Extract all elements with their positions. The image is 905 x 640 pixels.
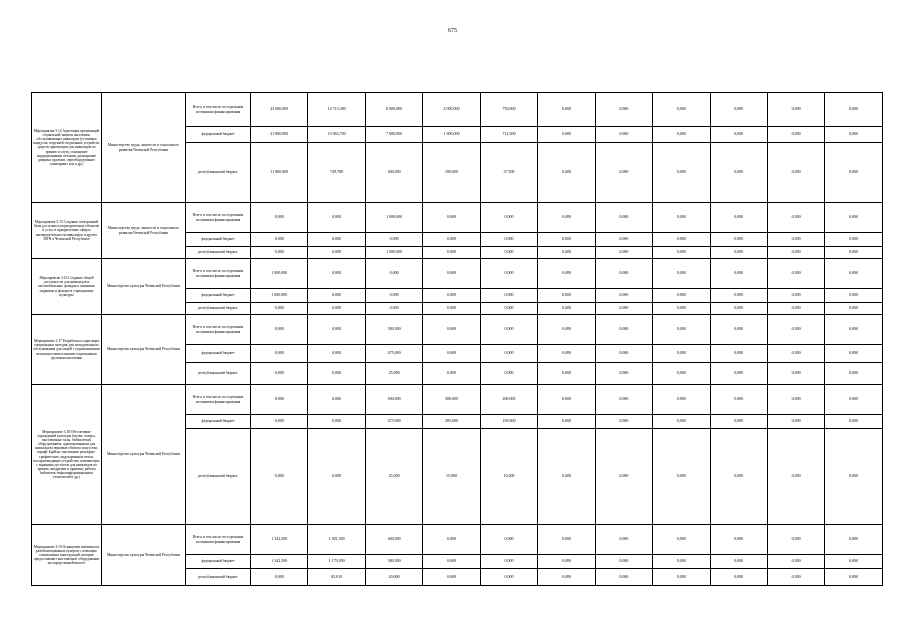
amount-cell: 0,000: [423, 259, 480, 289]
funding-source-cell: республиканский бюджет: [186, 569, 251, 586]
amount-cell: 0,000: [480, 247, 537, 259]
amount-cell: 0,000: [710, 315, 767, 345]
amount-cell: 0,000: [767, 569, 824, 586]
amount-cell: 0,000: [653, 127, 710, 143]
amount-cell: 0,000: [710, 345, 767, 363]
amount-cell: 0,000: [710, 203, 767, 233]
amount-cell: 0,000: [653, 289, 710, 303]
amount-cell: 0,000: [423, 203, 480, 233]
amount-cell: 0,000: [710, 385, 767, 415]
amount-cell: 0,000: [308, 429, 365, 525]
amount-cell: 0,000: [480, 233, 537, 247]
amount-cell: 0,000: [825, 429, 882, 525]
amount-cell: 0,000: [710, 93, 767, 127]
amount-cell: 0,000: [767, 555, 824, 569]
amount-cell: 0,000: [767, 303, 824, 315]
amount-cell: 0,000: [825, 289, 882, 303]
amount-cell: 0,000: [251, 315, 308, 345]
amount-cell: 0,000: [480, 345, 537, 363]
amount-cell: 0,000: [825, 259, 882, 289]
funding-source-cell: федеральный бюджет: [186, 345, 251, 363]
table-row: [32, 259, 883, 289]
amount-cell: 0,000: [251, 363, 308, 385]
amount-cell: 0,000: [423, 315, 480, 345]
amount-cell: 0,000: [480, 525, 537, 555]
amount-cell: 750,000: [480, 93, 537, 127]
amount-cell: 0,000: [595, 525, 652, 555]
amount-cell: 13 963,700: [308, 127, 365, 143]
table-row: [32, 93, 883, 127]
executor-cell: Министерство труда, занятости и социального развития Чеченской Республики: [102, 203, 186, 259]
amount-cell: 0,000: [251, 233, 308, 247]
executor-cell: Министерство культуры Чеченской Республики: [102, 259, 186, 315]
amount-cell: 14 713,380: [308, 93, 365, 127]
amount-cell: 0,000: [480, 363, 537, 385]
amount-cell: 0,000: [595, 429, 652, 525]
amount-cell: 0,000: [365, 259, 422, 289]
amount-cell: 0,000: [308, 203, 365, 233]
amount-cell: 0,000: [423, 233, 480, 247]
table-row: [32, 385, 883, 415]
table-row: [32, 203, 883, 233]
amount-cell: 1 000,000: [251, 289, 308, 303]
amount-cell: 380,000: [365, 555, 422, 569]
amount-cell: 0,000: [653, 555, 710, 569]
amount-cell: 15,000: [423, 429, 480, 525]
amount-cell: 0,000: [538, 233, 595, 247]
amount-cell: 0,000: [480, 315, 537, 345]
amount-cell: 0,000: [710, 363, 767, 385]
amount-cell: 0,000: [423, 303, 480, 315]
amount-cell: 0,000: [653, 415, 710, 429]
funding-source-cell: федеральный бюджет: [186, 555, 251, 569]
amount-cell: 0,000: [251, 345, 308, 363]
amount-cell: 0,000: [423, 525, 480, 555]
amount-cell: 0,000: [538, 259, 595, 289]
amount-cell: 21 800,000: [251, 127, 308, 143]
amount-cell: 23 600,000: [251, 93, 308, 127]
amount-cell: 500,000: [365, 385, 422, 415]
amount-cell: 0,000: [825, 525, 882, 555]
amount-cell: 0,000: [308, 259, 365, 289]
executor-cell: Министерство труда, занятости и социального развития Чеченской Республики: [102, 93, 186, 203]
amount-cell: 0,000: [538, 247, 595, 259]
amount-cell: 400,000: [365, 525, 422, 555]
amount-cell: 0,000: [308, 303, 365, 315]
amount-cell: 0,000: [251, 247, 308, 259]
amount-cell: 0,000: [710, 415, 767, 429]
amount-cell: 0,000: [595, 555, 652, 569]
amount-cell: 0,000: [825, 247, 882, 259]
amount-cell: 0,000: [365, 303, 422, 315]
amount-cell: 0,000: [825, 143, 882, 203]
amount-cell: 25,000: [365, 363, 422, 385]
amount-cell: 0,000: [710, 569, 767, 586]
amount-cell: 0,000: [538, 385, 595, 415]
page-number: 675: [448, 28, 457, 34]
amount-cell: 0,000: [767, 93, 824, 127]
measure-title: Мероприятие 3.16 Создание общей доступности для инвалидов и маломобильных граждан к книжным изданиям и фондам в учреждениях культуры: [32, 259, 102, 315]
amount-cell: 0,000: [423, 345, 480, 363]
measure-title: Мероприятие 3.15 Создание электронной базы доступности приоритетных объектов и услуг в приоритетных сферах жизнедеятельности инвалидов и других МГН в Чеченской Республике: [32, 203, 102, 259]
funding-source-cell: федеральный бюджет: [186, 289, 251, 303]
amount-cell: 7 600,000: [365, 127, 422, 143]
amount-cell: 0,000: [767, 345, 824, 363]
amount-cell: 0,000: [308, 415, 365, 429]
amount-cell: 0,000: [595, 143, 652, 203]
amount-cell: 0,000: [251, 429, 308, 525]
amount-cell: 0,000: [653, 303, 710, 315]
amount-cell: 0,000: [308, 233, 365, 247]
amount-cell: 1 179,290: [308, 555, 365, 569]
amount-cell: 500,000: [365, 315, 422, 345]
funding-source-cell: федеральный бюджет: [186, 233, 251, 247]
amount-cell: 2 000,000: [423, 93, 480, 127]
amount-cell: 0,000: [767, 127, 824, 143]
amount-cell: 0,000: [767, 525, 824, 555]
measure-title: Мероприятие 3.17 Разработка и адаптация специальных методик для экскурсионного обслуживания для людей с ограниченными возможностями и иными социальными группами населения: [32, 315, 102, 385]
amount-cell: 0,000: [595, 247, 652, 259]
amount-cell: 0,000: [767, 385, 824, 415]
funding-source-cell: республиканский бюджет: [186, 303, 251, 315]
amount-cell: 0,000: [825, 555, 882, 569]
amount-cell: 190,000: [480, 415, 537, 429]
amount-cell: 0,000: [423, 363, 480, 385]
amount-cell: 0,000: [653, 259, 710, 289]
amount-cell: 0,000: [825, 385, 882, 415]
amount-cell: 0,000: [653, 385, 710, 415]
amount-cell: 20,000: [365, 569, 422, 586]
amount-cell: 0,000: [538, 289, 595, 303]
amount-cell: 0,000: [480, 303, 537, 315]
amount-cell: 0,000: [767, 415, 824, 429]
amount-cell: 475,000: [365, 345, 422, 363]
amount-cell: 0,000: [251, 415, 308, 429]
amount-cell: 0,000: [825, 93, 882, 127]
amount-cell: 0,000: [538, 555, 595, 569]
amount-cell: 0,000: [595, 289, 652, 303]
amount-cell: 0,000: [825, 315, 882, 345]
amount-cell: 0,000: [538, 415, 595, 429]
amount-cell: 0,000: [825, 569, 882, 586]
amount-cell: 0,000: [538, 315, 595, 345]
amount-cell: 0,000: [595, 315, 652, 345]
amount-cell: 0,000: [710, 127, 767, 143]
amount-cell: 0,000: [595, 385, 652, 415]
amount-cell: 0,000: [767, 429, 824, 525]
amount-cell: 0,000: [710, 555, 767, 569]
funding-source-cell: Всего, в том числе по отдельным источникам финансирования: [186, 385, 251, 415]
amount-cell: 0,000: [308, 247, 365, 259]
amount-cell: 0,000: [767, 203, 824, 233]
amount-cell: 0,000: [825, 233, 882, 247]
amount-cell: 0,000: [251, 569, 308, 586]
amount-cell: 0,000: [595, 415, 652, 429]
amount-cell: 712,500: [480, 127, 537, 143]
amount-cell: 0,000: [365, 233, 422, 247]
funding-source-cell: федеральный бюджет: [186, 127, 251, 143]
amount-cell: 0,000: [653, 363, 710, 385]
amount-cell: 0,000: [595, 203, 652, 233]
funding-source-cell: Всего, в том числе по отдельным источникам финансирования: [186, 315, 251, 345]
amount-cell: 0,000: [480, 555, 537, 569]
amount-cell: 0,000: [595, 127, 652, 143]
amount-cell: 0,000: [538, 363, 595, 385]
amount-cell: 0,000: [653, 429, 710, 525]
amount-cell: 0,000: [480, 289, 537, 303]
amount-cell: 25,000: [365, 429, 422, 525]
amount-cell: 100,000: [423, 143, 480, 203]
amount-cell: 0,000: [308, 363, 365, 385]
amount-cell: 0,000: [653, 315, 710, 345]
amount-cell: 0,000: [653, 233, 710, 247]
amount-cell: 37,500: [480, 143, 537, 203]
amount-cell: 0,000: [595, 233, 652, 247]
funding-source-cell: республиканский бюджет: [186, 429, 251, 525]
amount-cell: 11 800,000: [251, 143, 308, 203]
amount-cell: 0,000: [538, 127, 595, 143]
amount-cell: 749,780: [308, 143, 365, 203]
amount-cell: 1 000,000: [365, 203, 422, 233]
amount-cell: 0,000: [538, 569, 595, 586]
funding-source-cell: республиканский бюджет: [186, 247, 251, 259]
amount-cell: 0,000: [423, 247, 480, 259]
amount-cell: 400,000: [365, 143, 422, 203]
table-row: [32, 525, 883, 555]
amount-cell: 0,000: [767, 143, 824, 203]
amount-cell: 1 000,000: [365, 247, 422, 259]
amount-cell: 0,000: [595, 259, 652, 289]
amount-cell: 0,000: [595, 363, 652, 385]
amount-cell: 0,000: [538, 345, 595, 363]
amount-cell: 0,000: [710, 303, 767, 315]
funding-source-cell: республиканский бюджет: [186, 143, 251, 203]
amount-cell: 0,000: [538, 525, 595, 555]
amount-cell: 1 900,000: [423, 127, 480, 143]
amount-cell: 0,000: [710, 247, 767, 259]
amount-cell: 8 000,000: [365, 93, 422, 127]
amount-cell: 0,000: [653, 247, 710, 259]
amount-cell: 0,000: [710, 143, 767, 203]
amount-cell: 0,000: [308, 315, 365, 345]
amount-cell: 0,000: [767, 289, 824, 303]
amount-cell: 0,000: [595, 93, 652, 127]
budget-table: [31, 92, 883, 586]
funding-source-cell: республиканский бюджет: [186, 363, 251, 385]
amount-cell: 0,000: [365, 289, 422, 303]
amount-cell: 0,000: [538, 143, 595, 203]
amount-cell: 0,000: [653, 143, 710, 203]
amount-cell: 1 301,300: [308, 525, 365, 555]
amount-cell: 0,000: [825, 345, 882, 363]
amount-cell: 0,000: [423, 555, 480, 569]
amount-cell: 0,000: [710, 289, 767, 303]
funding-source-cell: федеральный бюджет: [186, 415, 251, 429]
amount-cell: 0,000: [538, 303, 595, 315]
amount-cell: 0,000: [595, 345, 652, 363]
measure-title: Мероприятие 3.19 Оснащение имеющихся реабилитационных центров с помощью специальных конструкций, которые предоставляют выставочное оборудование на определенной высоте: [32, 525, 102, 586]
amount-cell: 300,000: [423, 385, 480, 415]
amount-cell: 0,000: [308, 289, 365, 303]
amount-cell: 0,000: [825, 303, 882, 315]
amount-cell: 0,000: [710, 525, 767, 555]
amount-cell: 10,000: [480, 429, 537, 525]
amount-cell: 285,000: [423, 415, 480, 429]
amount-cell: 0,000: [251, 303, 308, 315]
amount-cell: 0,000: [767, 259, 824, 289]
amount-cell: 0,000: [308, 345, 365, 363]
amount-cell: 0,000: [653, 345, 710, 363]
funding-source-cell: Всего, в том числе по отдельным источникам финансирования: [186, 93, 251, 127]
amount-cell: 0,000: [595, 303, 652, 315]
amount-cell: 0,000: [423, 569, 480, 586]
amount-cell: 0,000: [308, 385, 365, 415]
measure-title: Мероприятие 3.18 Обеспечение учреждений культуры (музеи, театры, выставочные залы, библиотеки) оборудованием, адаптированным для инвалидов (звуковые объекты искусства, шрифт Брайля, тактильные рельефно-графические, индукционные петли, воспроизводящие устройства, компьютеры с экранным доступом для инвалидов по зрению, внедрение в практику работы библиотек тифлоинформационных технологий и др.): [32, 385, 102, 525]
amount-cell: 0,000: [825, 363, 882, 385]
amount-cell: 0,000: [767, 315, 824, 345]
amount-cell: 0,000: [653, 93, 710, 127]
funding-source-cell: Всего, в том числе по отдельным источникам финансирования: [186, 525, 251, 555]
amount-cell: 0,000: [538, 93, 595, 127]
amount-cell: 0,000: [710, 233, 767, 247]
amount-cell: 0,000: [825, 415, 882, 429]
amount-cell: 1 000,000: [251, 259, 308, 289]
funding-source-cell: Всего, в том числе по отдельным источникам финансирования: [186, 259, 251, 289]
amount-cell: 0,000: [423, 289, 480, 303]
amount-cell: 0,000: [480, 569, 537, 586]
amount-cell: 0,000: [710, 259, 767, 289]
measure-title: Мероприятие 3.14 Адаптация организаций социальной защиты населения, обслуживающих инвалидов (установка пандусов, поручней, подъемных устройств, средств ориентации для инвалидов по зрению и слуху, оснащение индукционными петлями, расширение дверных проемов, переоборудование санитарных зон и др.): [32, 93, 102, 203]
amount-cell: 0,000: [767, 247, 824, 259]
amount-cell: 0,000: [595, 569, 652, 586]
amount-cell: 1 342,500: [251, 525, 308, 555]
amount-cell: 0,000: [653, 525, 710, 555]
executor-cell: Министерство культуры Чеченской Республики: [102, 315, 186, 385]
table-row: [32, 315, 883, 345]
amount-cell: 0,000: [825, 203, 882, 233]
amount-cell: 0,000: [710, 429, 767, 525]
funding-source-cell: Всего, в том числе по отдельным источникам финансирования: [186, 203, 251, 233]
amount-cell: 0,000: [653, 203, 710, 233]
amount-cell: 0,000: [538, 429, 595, 525]
amount-cell: 0,000: [480, 203, 537, 233]
executor-cell: Министерство культуры Чеченской Республики: [102, 385, 186, 525]
amount-cell: 0,000: [767, 233, 824, 247]
amount-cell: 0,000: [767, 363, 824, 385]
amount-cell: 0,000: [251, 385, 308, 415]
amount-cell: 0,000: [480, 259, 537, 289]
amount-cell: 65,010: [308, 569, 365, 586]
amount-cell: 0,000: [538, 203, 595, 233]
executor-cell: Министерство культуры Чеченской Республики: [102, 525, 186, 586]
amount-cell: 475,000: [365, 415, 422, 429]
amount-cell: 0,000: [653, 569, 710, 586]
amount-cell: 0,000: [251, 203, 308, 233]
amount-cell: 1 342,500: [251, 555, 308, 569]
amount-cell: 200,000: [480, 385, 537, 415]
amount-cell: 0,000: [825, 127, 882, 143]
